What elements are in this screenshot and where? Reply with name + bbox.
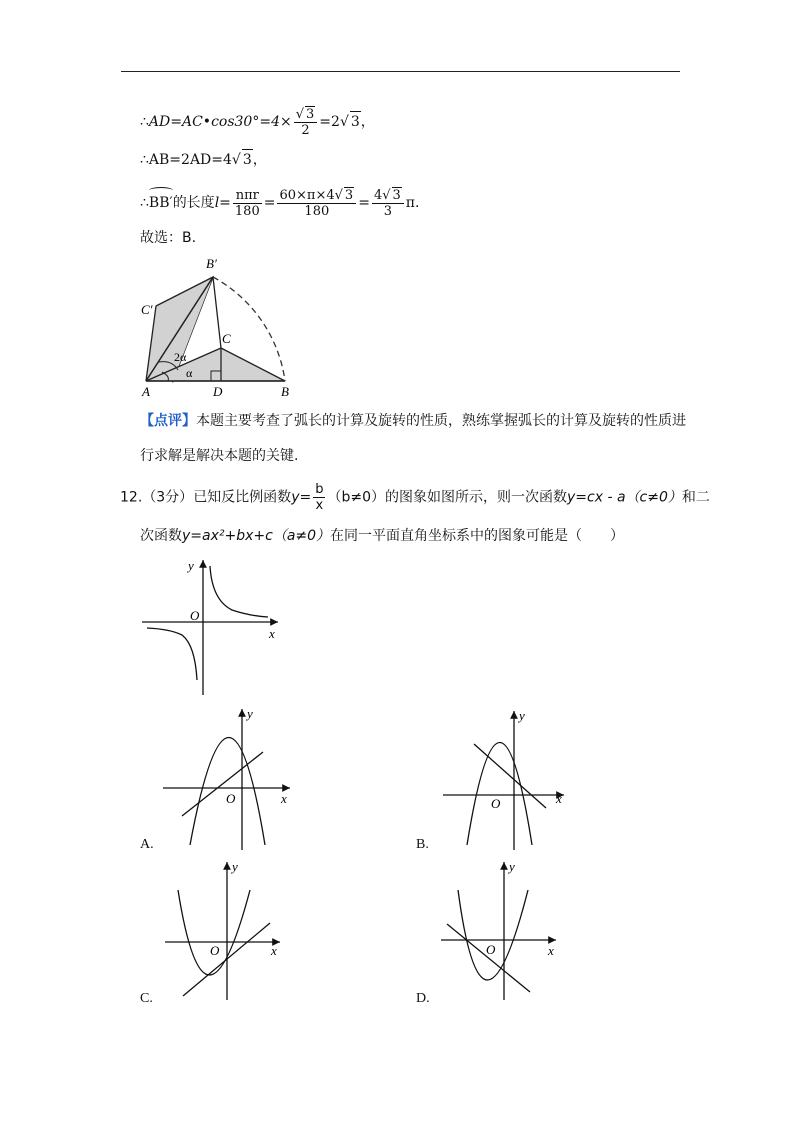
- label-c-prime: C′: [141, 302, 153, 317]
- x-label: x: [548, 943, 554, 958]
- y-label: y: [232, 859, 238, 874]
- question-score: （3分）: [142, 489, 194, 506]
- fraction-numerator: 60×π×4: [279, 188, 335, 203]
- label-d: D: [213, 384, 223, 399]
- solution-line-1: ∴AD=AC•cos30°=4× $\frac{√ 3}{2}$ =2√ 3，: [140, 107, 375, 138]
- arc-name: BB′: [148, 195, 173, 211]
- label-2alpha: 2α: [174, 350, 187, 364]
- solution-line-2: ∴AB=2AD=4√ 3，: [140, 149, 267, 170]
- expression: y=: [291, 489, 312, 506]
- radicand: 3: [344, 188, 354, 203]
- label-alpha: α: [186, 366, 193, 380]
- punctuation: ，: [360, 114, 375, 130]
- y-label: y: [247, 706, 253, 721]
- y-label: y: [188, 558, 194, 573]
- fraction: $\frac{60\times\pi\times 4√ 3}{180}$: [277, 187, 356, 219]
- fraction-numerator: 3: [306, 107, 315, 122]
- question-text: 和二: [681, 489, 710, 506]
- x-label: x: [556, 791, 562, 806]
- parabola: [458, 890, 528, 980]
- label: 的长度: [172, 195, 215, 211]
- y-label: y: [509, 859, 515, 874]
- expression: ∴AB=2AD=4: [140, 152, 232, 168]
- question-text: 在同一平面直角坐标系中的图象可能是（ ）: [330, 528, 625, 544]
- option-c-label[interactable]: C.: [140, 991, 153, 1006]
- solution-line-3: ∴ BB′的长度l= $\frac{\text{nπr}}{180}$ = $\frac{60\times\pi\times 4√ 3}{180}$ = $\frac{4√ 3}{3}$ π.: [140, 187, 420, 219]
- expression: =2: [319, 114, 340, 130]
- fraction: $\frac{√ 3}{2}$: [294, 106, 318, 138]
- option-a-label[interactable]: A.: [140, 837, 154, 852]
- label-a: A: [142, 384, 150, 399]
- x-label: x: [269, 626, 275, 641]
- radicand: 3: [242, 149, 253, 170]
- therefore-symbol: ∴: [140, 114, 149, 130]
- fraction-denominator: 2: [301, 123, 310, 138]
- answer-line: 故选：B.: [140, 230, 197, 246]
- radicand: 3: [392, 188, 401, 203]
- question-text: 的图象如图所示，则一次函数: [385, 489, 567, 506]
- origin-label: O: [491, 796, 501, 811]
- review-tag: 【点评】: [140, 413, 196, 429]
- question-text: 次函数: [140, 528, 182, 544]
- fraction-numerator: b: [315, 482, 324, 497]
- label-c: C: [222, 331, 231, 346]
- review-line-2: 行求解是解决本题的关键.: [140, 448, 299, 464]
- x-label: x: [271, 943, 277, 958]
- expression: AD=AC•cos30°=4×: [148, 114, 292, 130]
- origin-label: O: [210, 943, 220, 958]
- fraction-denominator: x: [315, 498, 324, 513]
- therefore-symbol: ∴: [140, 195, 149, 211]
- quadratic-function: y=ax²+bx+c（a≠0）: [182, 528, 331, 544]
- question-number: 12.: [120, 489, 143, 506]
- radicand: 3: [350, 111, 361, 132]
- equals: =: [219, 195, 231, 211]
- fraction-denominator: 180: [304, 204, 330, 219]
- label-b: B: [281, 384, 289, 399]
- label-b-prime: B′: [206, 256, 217, 271]
- linear-function: y=cx - a（c≠0）: [567, 489, 682, 506]
- punctuation: ，: [252, 152, 267, 168]
- option-d-label[interactable]: D.: [416, 991, 430, 1006]
- fraction: $\frac{4√ 3}{3}$: [372, 187, 404, 219]
- fraction-numerator: nπr: [233, 188, 262, 204]
- condition: （b≠0）: [327, 489, 385, 506]
- review-text: 本题主要考查了弧长的计算及旋转的性质，熟练掌握弧长的计算及旋转的性质进: [196, 413, 686, 429]
- origin-label: O: [486, 942, 496, 957]
- x-label: x: [281, 791, 287, 806]
- line: [447, 924, 530, 992]
- origin-label: O: [226, 791, 236, 806]
- fraction-denominator: 3: [383, 204, 392, 219]
- fraction-denominator: 180: [234, 203, 260, 219]
- expression: π.: [405, 195, 420, 211]
- y-label: y: [519, 708, 525, 723]
- fraction-numerator: 4: [373, 188, 383, 203]
- option-b-label[interactable]: B.: [416, 837, 429, 852]
- variable: l: [214, 195, 220, 211]
- origin-label: O: [190, 608, 200, 623]
- question-text: 已知反比例函数: [193, 489, 292, 506]
